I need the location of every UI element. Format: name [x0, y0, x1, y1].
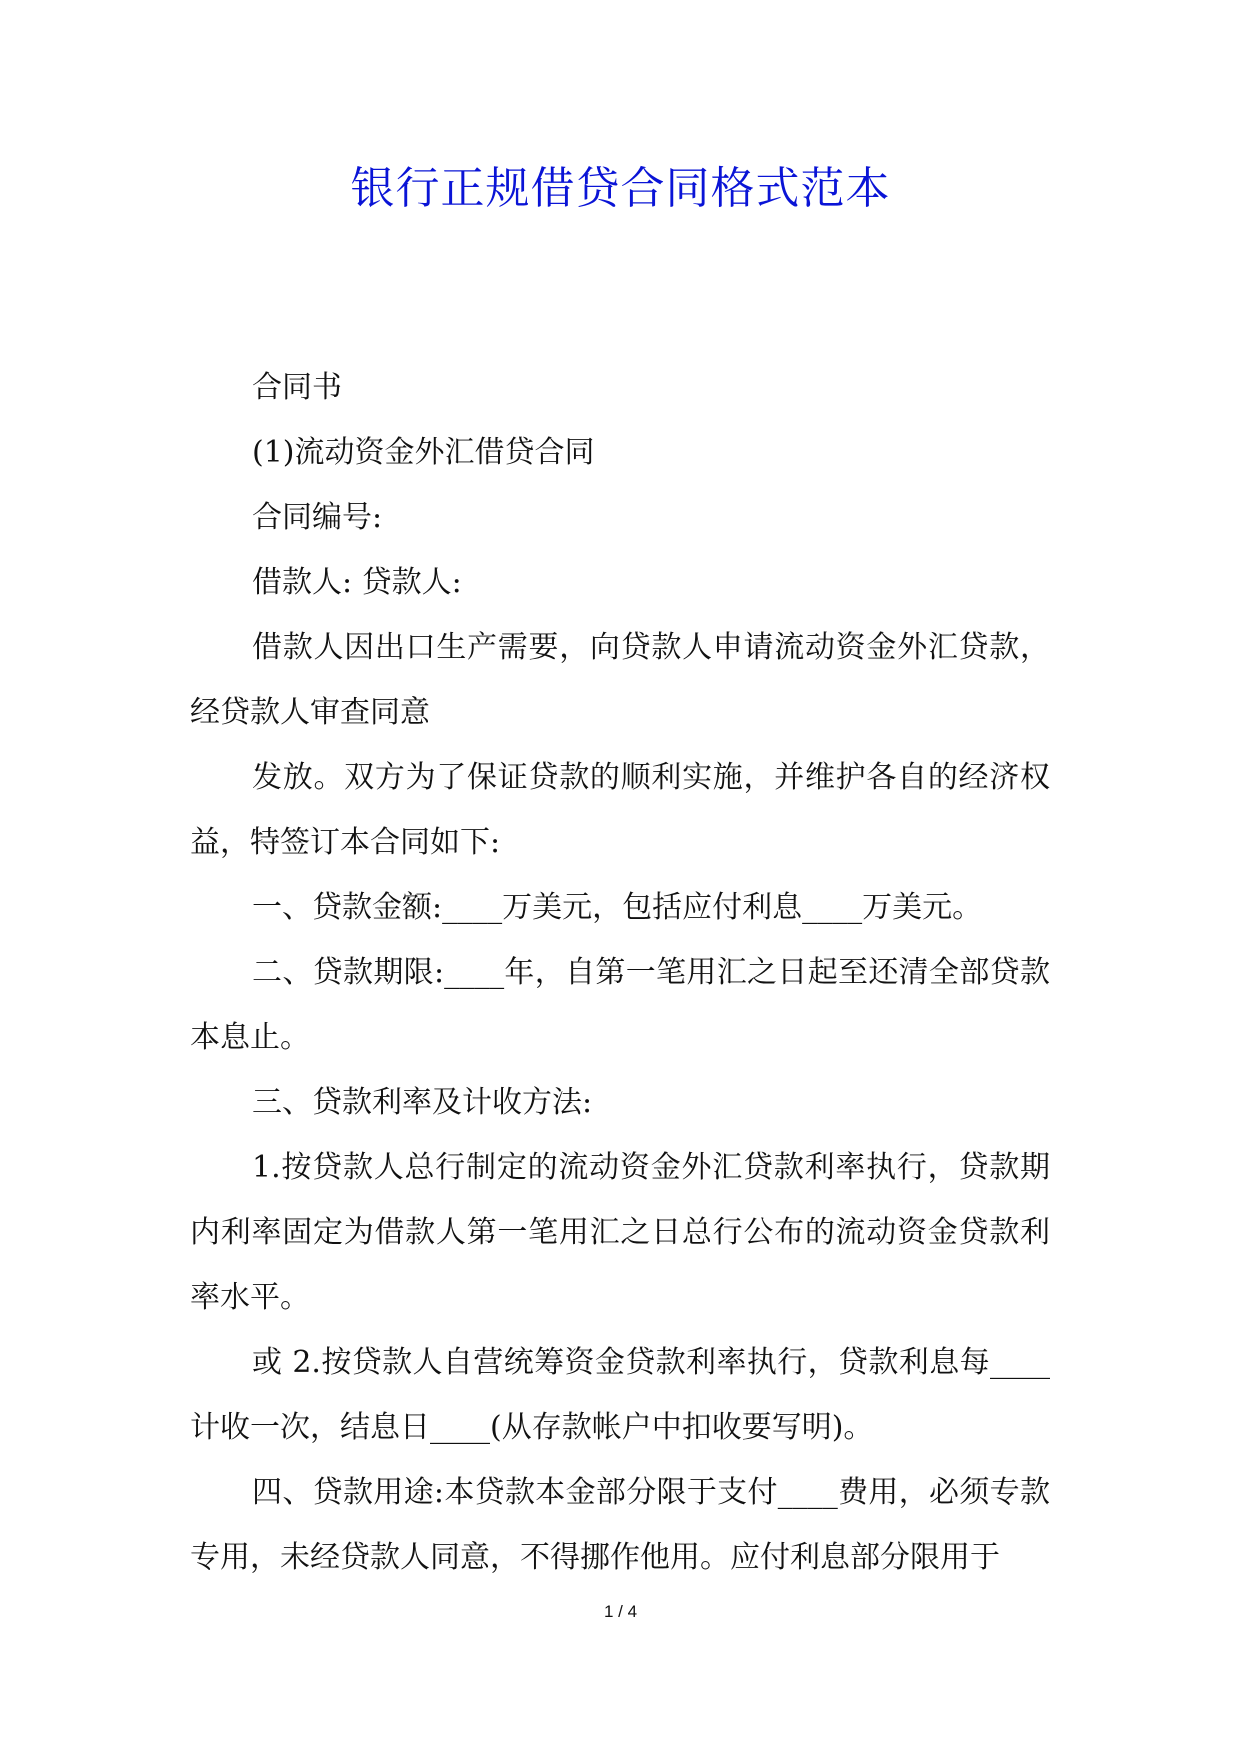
paragraph: 借款人因出口生产需要，向贷款人申请流动资金外汇贷款，经贷款人审查同意: [190, 630, 1050, 730]
paragraph: 四、贷款用途:本贷款本金部分限于支付____费用，必须专款专用，未经贷款人同意，不得挪作他用。应付利息部分限用于: [190, 1475, 1050, 1575]
paragraph: 三、贷款利率及计收方法:: [252, 1085, 593, 1120]
page-number: 1 / 4: [603, 1602, 638, 1621]
paragraph: 1.按贷款人总行制定的流动资金外汇贷款利率执行，贷款期内利率固定为借款人第一笔用汇之日总行公布的流动资金贷款利率水平。: [190, 1150, 1050, 1315]
paragraph: 合同编号:: [252, 500, 383, 535]
document-title: 银行正规借贷合同格式范本: [350, 163, 891, 214]
paragraph: 二、贷款期限:____年，自第一笔用汇之日起至还清全部贷款本息止。: [190, 955, 1050, 1055]
paragraph: 发放。双方为了保证贷款的顺利实施，并维护各自的经济权益，特签订本合同如下:: [190, 760, 1050, 860]
paragraph: 借款人: 贷款人:: [252, 565, 462, 600]
document-body: [190, 355, 1050, 1590]
paragraph: (1)流动资金外汇借贷合同: [252, 435, 595, 470]
paragraph: 合同书: [252, 370, 342, 405]
paragraph: 一、贷款金额:____万美元，包括应付利息____万美元。: [252, 890, 983, 925]
paragraph: 或 2.按贷款人自营统筹资金贷款利率执行，贷款利息每____计收一次，结息日____(从存款帐户中扣收要写明)。: [190, 1345, 1050, 1445]
